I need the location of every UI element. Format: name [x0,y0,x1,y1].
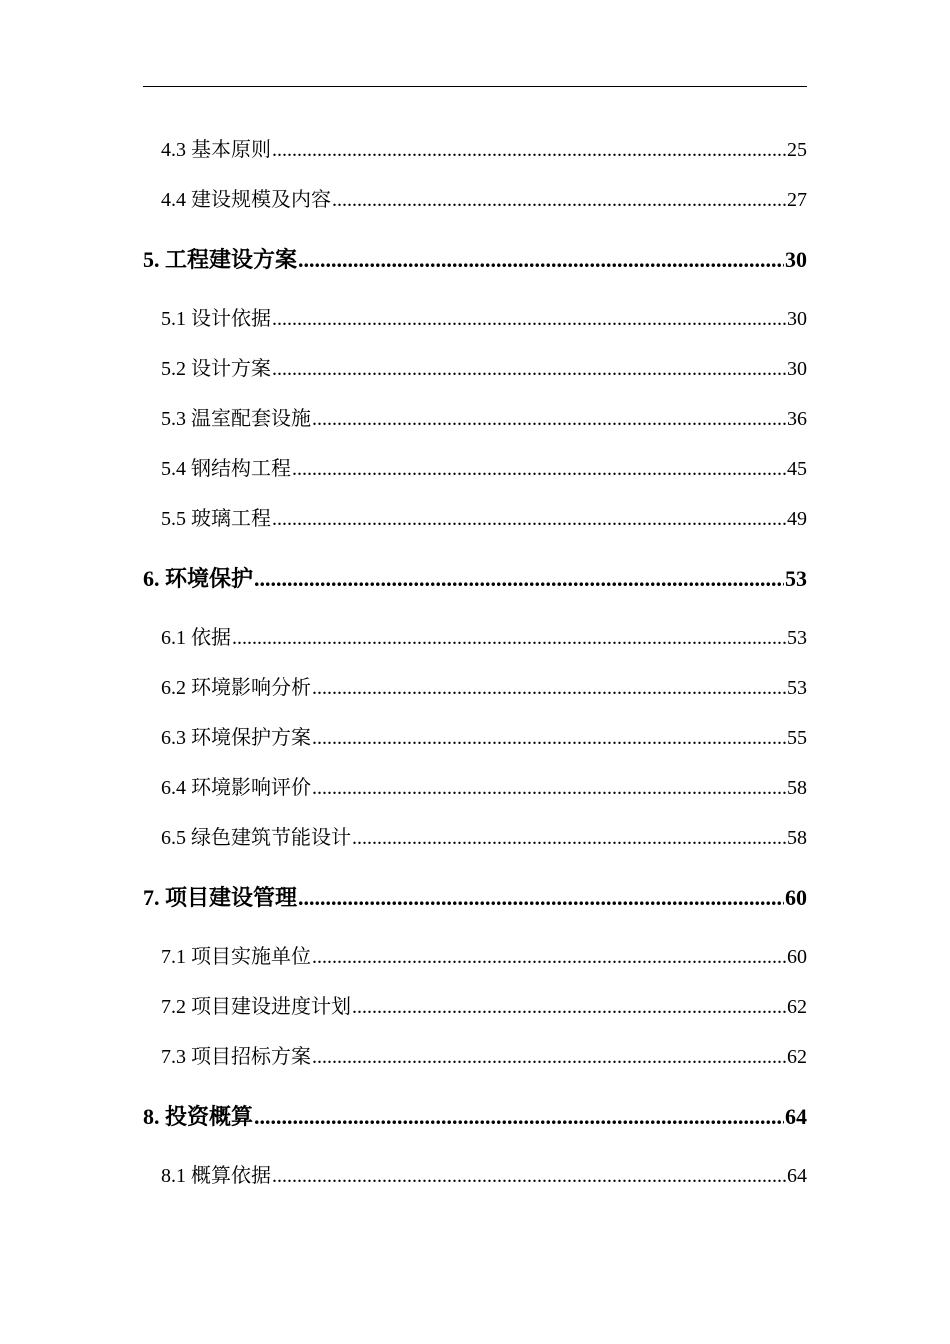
toc-dot-leader [272,1151,786,1201]
toc-dot-leader [298,868,784,927]
toc-entry-page: 30 [785,247,807,272]
toc-entry-label: 4.3 基本原则 [161,139,271,161]
toc-entry-page: 30 [787,358,807,380]
toc-dot-leader [352,982,786,1032]
toc-dot-leader [312,1032,786,1082]
toc-dot-leader [292,444,786,494]
toc-dot-leader [298,230,784,289]
toc-entry[interactable] [143,125,807,175]
toc-entry-page: 53 [787,677,807,699]
toc-entry-label: 7.1 项目实施单位 [161,946,311,968]
toc-entry-label: 7.3 项目招标方案 [161,1046,311,1068]
toc-entry-label: 5.2 设计方案 [161,358,271,380]
toc-entry-label: 5.1 设计依据 [161,308,271,330]
toc-dot-leader [332,175,786,225]
toc-dot-leader [272,125,786,175]
toc-entry-page: 64 [785,1104,807,1129]
toc-chapter-entry[interactable] [143,549,807,608]
toc-dot-leader [312,932,786,982]
toc-chapter-entry[interactable] [143,1087,807,1146]
toc-entry-page: 55 [787,727,807,749]
toc-entry[interactable] [143,813,807,863]
toc-entry[interactable] [143,663,807,713]
toc-dot-leader [272,494,786,544]
toc-entry-page: 62 [787,1046,807,1068]
toc-entry-label: 6.3 环境保护方案 [161,727,311,749]
header-rule [143,86,807,87]
toc-entry[interactable] [143,344,807,394]
toc-chapter-entry[interactable] [143,868,807,927]
toc-entry-label: 6.5 绿色建筑节能设计 [161,827,351,849]
toc-dot-leader [254,549,784,608]
toc-dot-leader [232,613,786,663]
toc-entry-label: 5.4 钢结构工程 [161,458,291,480]
table-of-contents [143,125,807,1201]
toc-entry-label: 6.1 依据 [161,627,231,649]
toc-entry-page: 49 [787,508,807,530]
toc-entry-label: 5.5 玻璃工程 [161,508,271,530]
toc-entry[interactable] [143,613,807,663]
toc-dot-leader [272,344,786,394]
toc-entry[interactable] [143,1151,807,1201]
toc-entry-page: 53 [787,627,807,649]
toc-entry[interactable] [143,394,807,444]
toc-entry-label: 6.2 环境影响分析 [161,677,311,699]
toc-entry[interactable] [143,713,807,763]
toc-dot-leader [312,663,786,713]
toc-entry[interactable] [143,294,807,344]
toc-entry-page: 30 [787,308,807,330]
toc-dot-leader [312,763,786,813]
toc-dot-leader [352,813,786,863]
toc-entry[interactable] [143,444,807,494]
toc-chapter-entry[interactable] [143,230,807,289]
toc-entry-label: 7.2 项目建设进度计划 [161,996,351,1018]
toc-entry[interactable] [143,175,807,225]
toc-entry-page: 53 [785,566,807,591]
toc-entry[interactable] [143,932,807,982]
toc-entry-page: 62 [787,996,807,1018]
toc-dot-leader [312,394,786,444]
toc-entry-label: 8. 投资概算 [143,1104,254,1129]
toc-entry[interactable] [143,1032,807,1082]
toc-entry-page: 25 [787,139,807,161]
toc-entry[interactable] [143,763,807,813]
toc-entry[interactable] [143,494,807,544]
toc-dot-leader [312,713,786,763]
toc-entry-label: 6. 环境保护 [143,566,254,591]
toc-entry-label: 6.4 环境影响评价 [161,777,311,799]
toc-entry-page: 60 [785,885,807,910]
toc-entry-label: 7. 项目建设管理 [143,885,298,910]
toc-entry-page: 58 [787,777,807,799]
toc-entry-page: 27 [787,189,807,211]
toc-entry-label: 4.4 建设规模及内容 [161,189,331,211]
toc-entry-page: 36 [787,408,807,430]
toc-entry-page: 60 [787,946,807,968]
toc-dot-leader [272,294,786,344]
toc-entry-label: 8.1 概算依据 [161,1165,271,1187]
toc-entry-page: 45 [787,458,807,480]
toc-entry-label: 5. 工程建设方案 [143,247,298,272]
toc-dot-leader [254,1087,784,1146]
toc-entry-label: 5.3 温室配套设施 [161,408,311,430]
toc-entry-page: 58 [787,827,807,849]
toc-entry-page: 64 [787,1165,807,1187]
toc-entry[interactable] [143,982,807,1032]
